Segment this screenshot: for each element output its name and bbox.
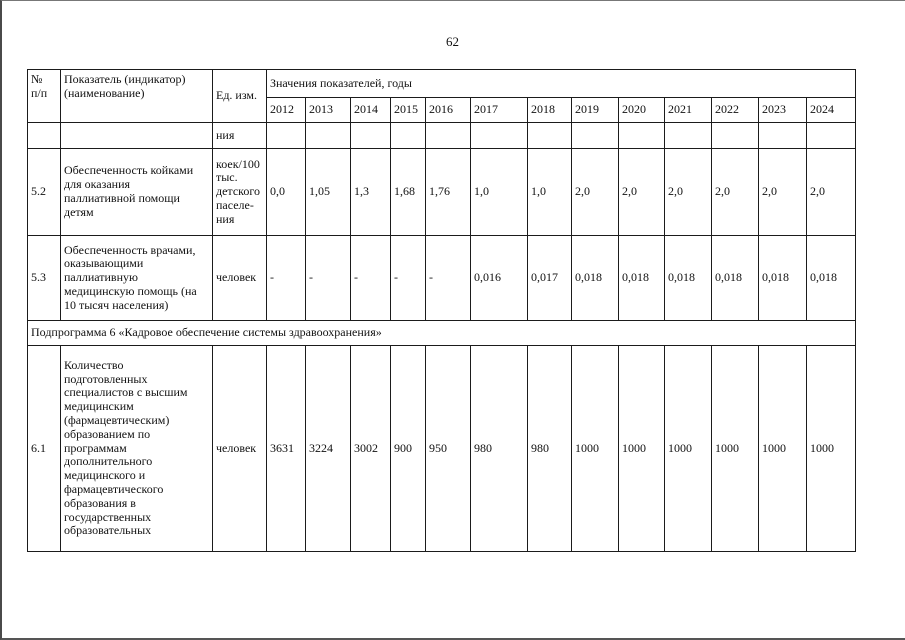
header-year-cell: 2024	[806, 97, 856, 123]
header-year-cell: 2012	[266, 97, 306, 123]
unit-cell: человек	[212, 345, 267, 552]
value-cell: 0,018	[806, 235, 856, 321]
header-indicator-cell: Показатель (индикатор) (наименование)	[60, 69, 213, 123]
value-cell	[266, 122, 306, 149]
value-cell	[806, 122, 856, 149]
value-cell: 2,0	[664, 148, 712, 236]
header-year-cell: 2015	[390, 97, 426, 123]
value-cell	[425, 122, 471, 149]
value-cell: 1,76	[425, 148, 471, 236]
value-cell: -	[350, 235, 391, 321]
value-cell	[470, 122, 528, 149]
value-cell: 2,0	[758, 148, 807, 236]
value-cell: -	[305, 235, 351, 321]
value-cell	[618, 122, 665, 149]
indicator-name-cell: Обеспеченность койками для оказания паллиативной помощи детям	[60, 148, 213, 236]
unit-cell: ния	[212, 122, 267, 149]
header-year-cell: 2020	[618, 97, 665, 123]
value-cell: 1000	[571, 345, 619, 552]
value-cell: 0,018	[664, 235, 712, 321]
value-cell: 2,0	[618, 148, 665, 236]
value-cell	[305, 122, 351, 149]
value-cell: 0,0	[266, 148, 306, 236]
value-cell: -	[425, 235, 471, 321]
value-cell: 1,0	[527, 148, 572, 236]
value-cell	[350, 122, 391, 149]
header-year-cell: 2019	[571, 97, 619, 123]
value-cell	[664, 122, 712, 149]
row-number-cell	[27, 122, 61, 149]
indicator-name-cell: Обеспеченность врачами, оказывающими паллиативную медицинскую помощь (на 10 тысяч населения)	[60, 235, 213, 321]
value-cell: 1000	[758, 345, 807, 552]
indicator-name-cell: Количество подготовленных специалистов с высшим медицинским (фармацевтическим) образованием по программам дополнительного медицинского и фармацевтического образования в государственных образовательных	[60, 345, 213, 552]
value-cell: 1,0	[470, 148, 528, 236]
value-cell: 1,05	[305, 148, 351, 236]
header-year-cell: 2016	[425, 97, 471, 123]
subprogram-heading: Подпрограмма 6 «Кадровое обеспечение системы здравоохранения»	[27, 320, 856, 346]
header-values-title: Значения показателей, годы	[266, 69, 856, 98]
value-cell: 980	[527, 345, 572, 552]
value-cell: 980	[470, 345, 528, 552]
value-cell: 0,017	[527, 235, 572, 321]
value-cell	[571, 122, 619, 149]
value-cell: 0,018	[711, 235, 759, 321]
header-year-cell: 2021	[664, 97, 712, 123]
value-cell: 900	[390, 345, 426, 552]
value-cell: 1,3	[350, 148, 391, 236]
page-number: 62	[446, 34, 459, 49]
row-number-cell: 5.3	[27, 235, 61, 321]
value-cell: 2,0	[806, 148, 856, 236]
unit-cell: человек	[212, 235, 267, 321]
value-cell: -	[390, 235, 426, 321]
header-year-cell: 2018	[527, 97, 572, 123]
value-cell: 1000	[711, 345, 759, 552]
value-cell: 1000	[664, 345, 712, 552]
value-cell: 0,018	[618, 235, 665, 321]
header-unit-cell: Ед. изм.	[212, 69, 267, 123]
value-cell	[390, 122, 426, 149]
value-cell: 0,016	[470, 235, 528, 321]
value-cell: 0,018	[571, 235, 619, 321]
value-cell: 1,68	[390, 148, 426, 236]
row-number-cell: 6.1	[27, 345, 61, 552]
indicator-name-cell	[60, 122, 213, 149]
header-number-cell: № п/п	[27, 69, 61, 123]
header-year-cell: 2014	[350, 97, 391, 123]
value-cell: 3631	[266, 345, 306, 552]
value-cell: 2,0	[571, 148, 619, 236]
header-year-cell: 2013	[305, 97, 351, 123]
value-cell: 0,018	[758, 235, 807, 321]
header-year-cell: 2023	[758, 97, 807, 123]
unit-cell: коек/100 тыс. детского паселе- ния	[212, 148, 267, 236]
value-cell: 950	[425, 345, 471, 552]
value-cell: 1000	[806, 345, 856, 552]
value-cell: 2,0	[711, 148, 759, 236]
value-cell: 3224	[305, 345, 351, 552]
value-cell	[711, 122, 759, 149]
value-cell	[527, 122, 572, 149]
value-cell: 3002	[350, 345, 391, 552]
row-number-cell: 5.2	[27, 148, 61, 236]
value-cell	[758, 122, 807, 149]
value-cell: -	[266, 235, 306, 321]
value-cell: 1000	[618, 345, 665, 552]
header-year-cell: 2017	[470, 97, 528, 123]
header-year-cell: 2022	[711, 97, 759, 123]
